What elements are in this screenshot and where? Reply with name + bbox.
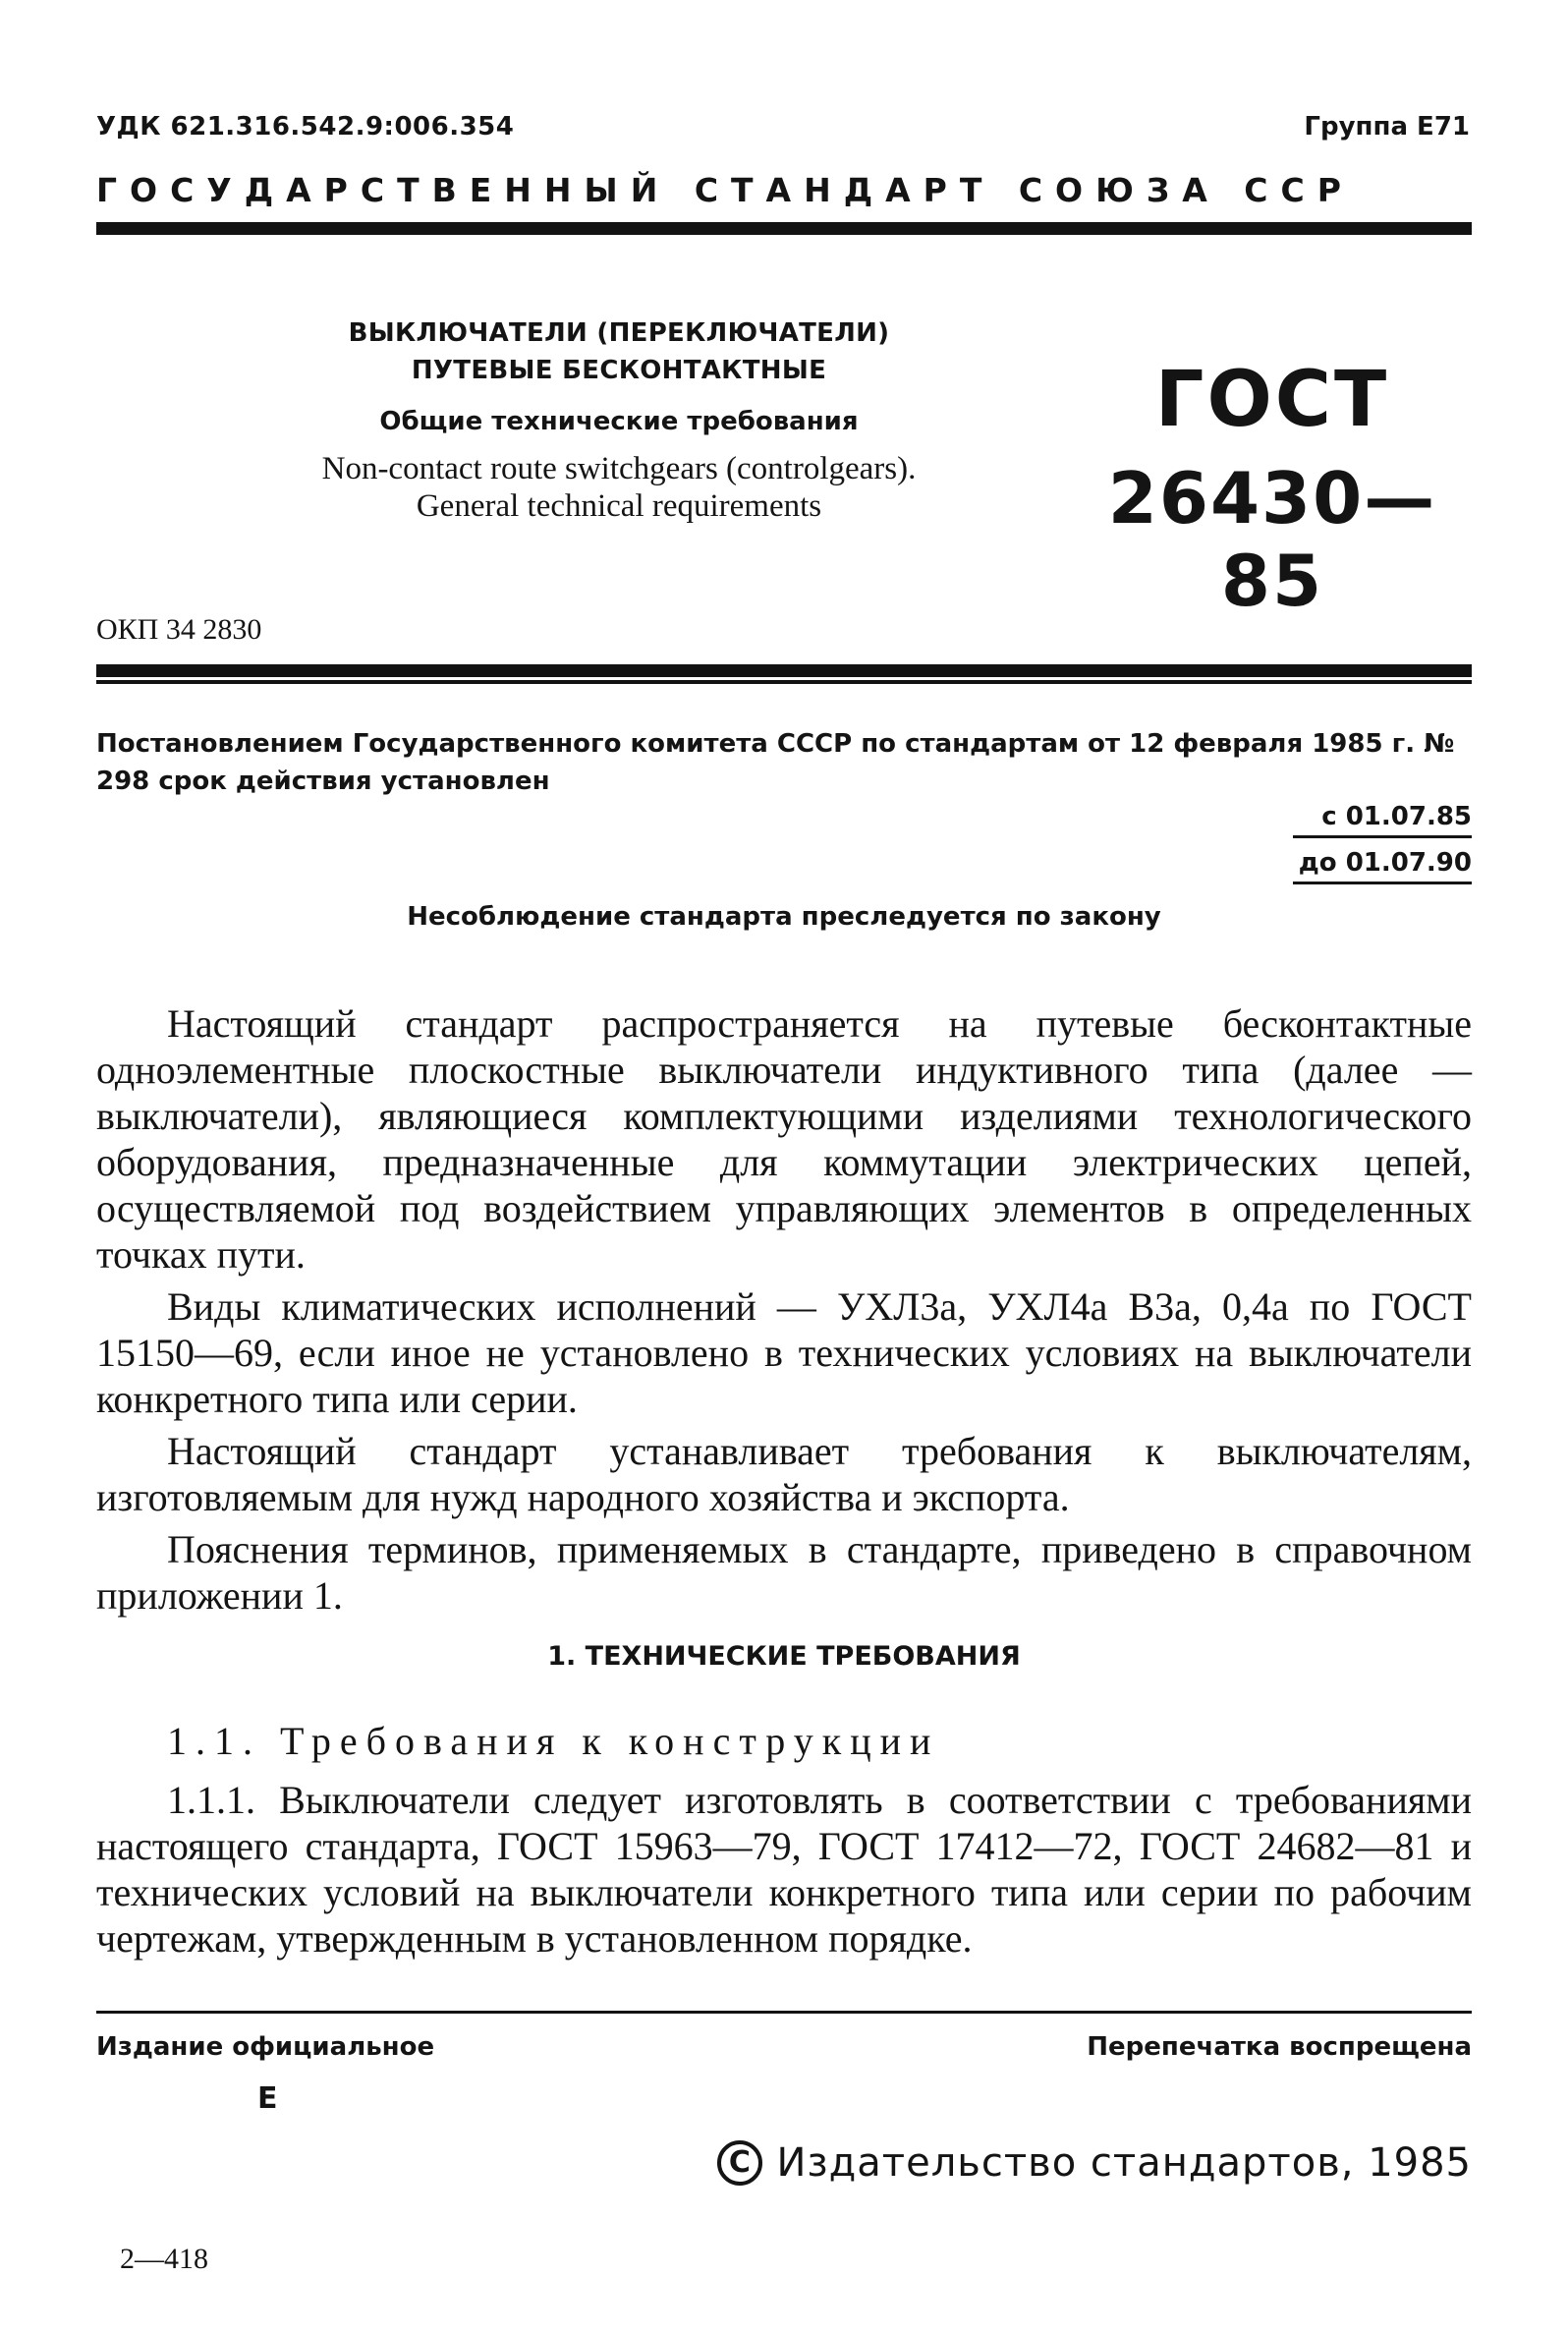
group-code: Группа Е71 xyxy=(1304,112,1470,142)
gost-number: 26430—85 xyxy=(1107,457,1437,622)
copyright-icon: C xyxy=(717,2140,762,2186)
paragraph: 1.1.1. Выключатели следует изготовлять в соответствии с требованиями настоящего стандарта, ГОСТ 15963—79, ГОСТ 17412—72, ГОСТ 24682—81 и технических условий на выключатели конкретного типа или серии по рабочим чертежам, утвержденным в установленном порядке. xyxy=(96,1778,1472,1961)
okp-code: ОКП 34 2830 xyxy=(96,613,262,646)
validity-dates xyxy=(1293,798,1472,884)
title-block xyxy=(255,314,982,525)
clause-1-1-1 xyxy=(96,1777,1472,1962)
legal-notice: Несоблюдение стандарта преследуется по закону xyxy=(407,902,1161,932)
title-rule xyxy=(96,664,1472,677)
standard-banner: ГОСУДАРСТВЕННЫЙ СТАНДАРТ СОЮЗА ССР xyxy=(96,171,1354,209)
decree-text: Постановлением Государственного комитета СССР по стандартам от 12 февраля 1985 г. № 298 срок действия установлен xyxy=(96,729,1455,796)
gost-label: ГОСТ xyxy=(1154,356,1390,444)
title-ru-line1: ВЫКЛЮЧАТЕЛИ (ПЕРЕКЛЮЧАТЕЛИ) xyxy=(348,318,890,348)
title-en-line1: Non-contact route switchgears (controlgears). xyxy=(321,451,917,486)
reprint-notice: Перепечатка воспрещена xyxy=(1087,2032,1472,2062)
subsection-heading: 1.1. Требования к конструкции xyxy=(167,1719,940,1763)
valid-from: с 01.07.85 xyxy=(1293,798,1472,838)
title-en-line2: General technical requirements xyxy=(416,488,822,524)
section-heading: 1. ТЕХНИЧЕСКИЕ ТРЕБОВАНИЯ xyxy=(547,1641,1021,1672)
introduction xyxy=(96,1000,1472,1624)
edition-label: Издание официальное xyxy=(96,2032,435,2062)
copyright-text: Издательство стандартов, 1985 xyxy=(776,2140,1472,2186)
footer-rule xyxy=(96,2011,1472,2014)
paragraph: Пояснения терминов, применяемых в стандарте, приведено в справочном приложении 1. xyxy=(96,1527,1472,1618)
paragraph: Настоящий стандарт устанавливает требования к выключателям, изготовляемым для нужд народного хозяйства и экспорта. xyxy=(96,1429,1472,1519)
page-code: 2—418 xyxy=(120,2243,208,2275)
udk-code: УДК 621.316.542.9:006.354 xyxy=(96,112,515,142)
title-rule-thin xyxy=(96,680,1472,684)
paragraph: Виды климатических исполнений — УХЛ3а, УХЛ4а В3а, 0,4а по ГОСТ 15150—69, если иное не установлено в технических условиях на выключатели конкретного типа или серии. xyxy=(96,1284,1472,1421)
title-ru-subtitle: Общие технические требования xyxy=(379,407,859,436)
copyright-line xyxy=(717,2140,1472,2186)
header-rule xyxy=(96,222,1472,235)
mark-e: Е xyxy=(257,2081,278,2116)
title-ru-line2: ПУТЕВЫЕ БЕСКОНТАКТНЫЕ xyxy=(411,356,827,385)
valid-to: до 01.07.90 xyxy=(1293,844,1472,884)
paragraph: Настоящий стандарт распространяется на путевые бесконтактные одноэлементные плоскостные выключатели индуктивного типа (далее — выключатели), являющиеся комплектующими изделиями технологического оборудования, предназначенные для коммутации электрических цепей, осуществляемой под воздействием управляющих элементов в определенных точках пути. xyxy=(96,1001,1472,1277)
